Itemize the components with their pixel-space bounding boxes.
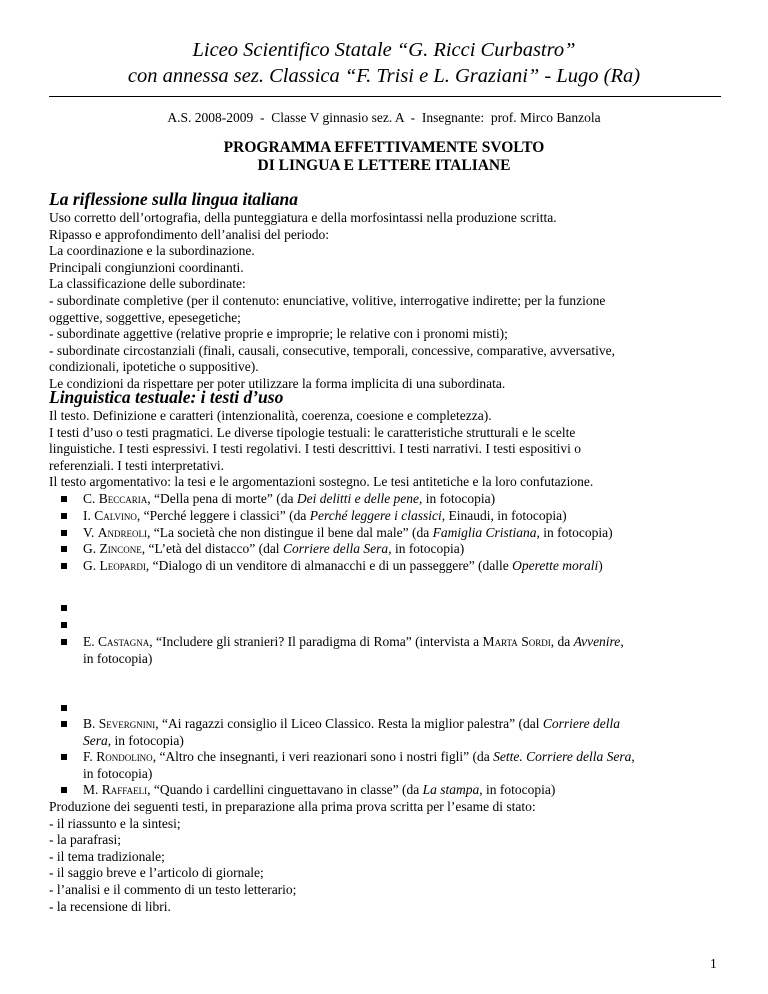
body-line: Il testo argomentativo: la tesi e le argomentazioni sostegno. Le tesi antitetiche e la loro confutazione. — [49, 474, 594, 490]
body-line: Ripasso e approfondimento dell’analisi del periodo: — [49, 226, 330, 242]
bullet-square-icon — [61, 721, 67, 727]
section-heading-textual-linguistics: Linguistica testuale: i testi d’uso — [49, 387, 284, 407]
body-line: Il testo. Definizione e caratteri (intenzionalità, coerenza, coesione e completezza). — [49, 408, 492, 423]
bullet-square-icon — [61, 754, 67, 760]
section-textual-body — [49, 408, 729, 491]
body-line: condizionali, ipotetiche o suppositive). — [49, 359, 259, 375]
body-line: Produzione dei seguenti testi, in preparazione alla prima prova scritta per l’esame di stato: — [49, 799, 536, 814]
reading-text: C. Beccaria, “Della pena di morte” (da Dei delitti e delle pene, in fotocopia) — [83, 491, 496, 506]
body-line: - subordinate circostanziali (finali, causali, consecutive, temporali, concessive, comparative, avversative, — [49, 342, 616, 358]
school-name: Liceo Scientifico Statale “G. Ricci Curbastro” — [192, 39, 576, 61]
reading-text: M. Raffaeli, “Quando i cardellini cinguettavano in classe” (da La stampa, in fotocopia) — [83, 782, 556, 797]
section-heading-language: La riflessione sulla lingua italiana — [49, 189, 298, 209]
bullet-square-icon — [61, 513, 67, 519]
bullet-square-icon — [61, 787, 67, 793]
section-language-body — [49, 210, 729, 393]
bullet-square-icon — [61, 563, 67, 569]
body-line: - la recensione di libri. — [49, 898, 171, 914]
body-line: oggettive, soggettive, epesegetiche; — [49, 309, 241, 325]
bullet-square-icon — [61, 496, 67, 502]
reading-text: I. Calvino, “Perché leggere i classici” (da Perché leggere i classici, Einaudi, in fotocopia) — [83, 508, 567, 523]
bullet-square-icon — [61, 705, 67, 711]
reading-text: E. Castagna, “Includere gli stranieri? Il paradigma di Roma” (intervista a Marta Sordi, da Avvenire, in fotocopia) — [83, 634, 624, 666]
class-info-line: A.S. 2008-2009 - Classe V ginnasio sez. A - Insegnante: prof. Mirco Banzola — [167, 110, 601, 125]
reading-text: F. Rondolino, “Altro che insegnanti, i veri reazionari sono i nostri figli” (da Sette. Corriere della Sera, in fotocopia) — [83, 749, 635, 781]
body-line: - il tema tradizionale; — [49, 848, 165, 864]
school-annex: con annessa sez. Classica “F. Trisi e L. Graziani” - Lugo (Ra) — [127, 65, 641, 87]
body-line: I testi d’uso o testi pragmatici. Le diverse tipologie testuali: le caratteristiche strutturali e le scelte — [49, 424, 576, 440]
header-rule — [49, 96, 721, 97]
body-line: Uso corretto dell’ortografia, della punteggiatura e della morfosintassi nella produzione scritta. — [49, 210, 557, 225]
program-title-line2: DI LINGUA E LETTERE ITALIANE — [257, 157, 511, 174]
reading-text: G. Leopardi, “Dialogo di un venditore di almanacchi e di un passeggere” (dalle Operette morali) — [83, 558, 603, 573]
bullet-square-icon — [61, 546, 67, 552]
body-line: La coordinazione e la subordinazione. — [49, 243, 255, 259]
program-title-line1: PROGRAMMA EFFETTIVAMENTE SVOLTO — [223, 139, 545, 156]
bullet-square-icon — [61, 605, 67, 611]
body-line: - subordinate aggettive (relative proprie e improprie; le relative con i pronomi misti); — [49, 326, 508, 342]
reading-text: G. Zincone, “L’età del distacco” (dal Corriere della Sera, in fotocopia) — [83, 541, 465, 556]
body-line: referenziali. I testi interpretativi. — [49, 457, 225, 473]
bullet-square-icon — [61, 639, 67, 645]
bullet-square-icon — [61, 622, 67, 628]
bullet-square-icon — [61, 530, 67, 536]
body-line: - la parafrasi; — [49, 832, 121, 848]
body-line: Principali congiunzioni coordinanti. — [49, 259, 244, 275]
reading-text: V. Andreoli, “La società che non distingue il bene dal male” (da Famiglia Cristiana, in fotocopia) — [83, 525, 613, 540]
body-line: - l’analisi e il commento di un testo letterario; — [49, 881, 297, 897]
body-line: - subordinate completive (per il contenuto: enunciative, volitive, interrogative indirette; per la funzione — [49, 292, 606, 308]
body-line: - il riassunto e la sintesi; — [49, 815, 181, 831]
page-number: 1 — [710, 956, 717, 971]
section-production-body — [49, 799, 729, 915]
body-line: La classificazione delle subordinate: — [49, 276, 246, 292]
reading-text: B. Severgnini, “Ai ragazzi consiglio il Liceo Classico. Resta la miglior palestra” (dal Corriere della Sera, in fotocopia) — [83, 716, 621, 748]
body-line: linguistiche. I testi espressivi. I testi regolativi. I testi descrittivi. I testi narrativi. I testi espositivi o — [49, 441, 582, 457]
body-line: - il saggio breve e l’articolo di giornale; — [49, 865, 264, 881]
body-line: Le condizioni da rispettare per poter utilizzare la forma implicita di una subordinata. — [49, 375, 506, 391]
